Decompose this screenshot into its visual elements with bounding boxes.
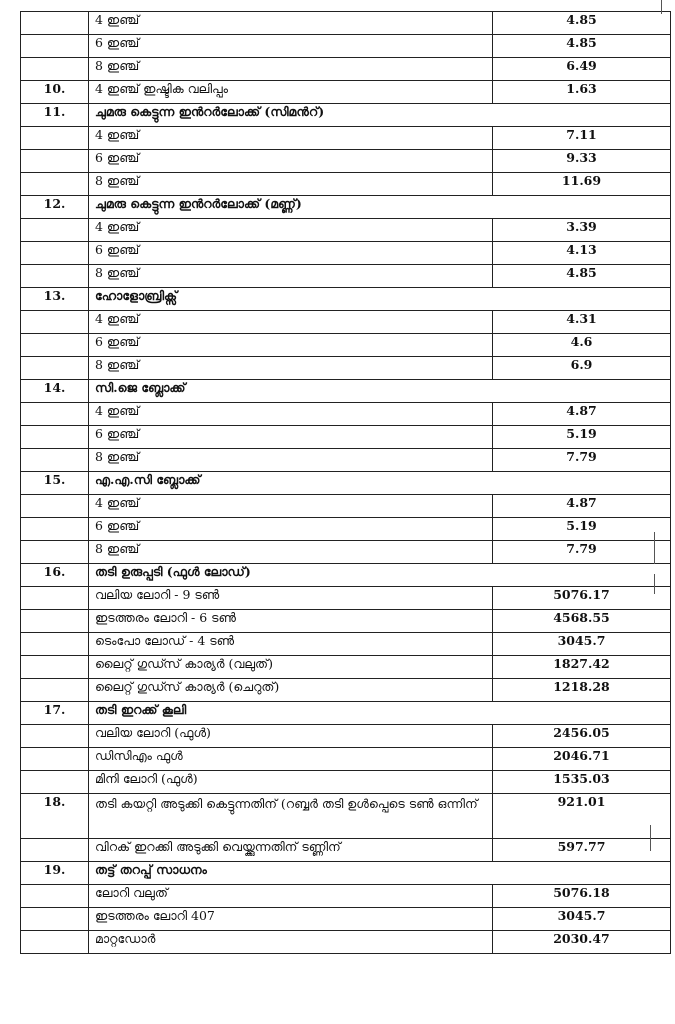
table-row	[21, 839, 671, 862]
item-rate: 4.85	[493, 265, 671, 288]
table-row	[21, 426, 671, 449]
item-number	[21, 633, 89, 656]
item-number	[21, 127, 89, 150]
item-rate: 4.85	[493, 12, 671, 35]
item-description: വലിയ ലോറി - 9 ടൺ	[89, 587, 493, 610]
table-row	[21, 403, 671, 426]
table-row	[21, 541, 671, 564]
item-rate: 6.49	[493, 58, 671, 81]
item-number	[21, 35, 89, 58]
item-number	[21, 403, 89, 426]
item-rate: 921.01	[493, 794, 671, 839]
item-description: തടി കയറ്റി അടുക്കി കെട്ടുന്നതിന് (റബ്ബർ തടി ഉൾപ്പെടെ ടൺ ഒന്നിന്	[89, 794, 493, 839]
table-row	[21, 127, 671, 150]
table-section-row	[21, 862, 671, 885]
table-row	[21, 587, 671, 610]
table-section-row	[21, 104, 671, 127]
item-description: 6 ഇഞ്ച്	[89, 518, 493, 541]
table-row	[21, 633, 671, 656]
table-row	[21, 242, 671, 265]
item-rate: 5.19	[493, 426, 671, 449]
item-description: ഹോളോബ്രിക്സ്	[89, 288, 671, 311]
table-row	[21, 679, 671, 702]
item-number	[21, 885, 89, 908]
item-number: 10.	[21, 81, 89, 104]
item-number	[21, 679, 89, 702]
item-description: 4 ഇഞ്ച്	[89, 127, 493, 150]
item-description: 6 ഇഞ്ച്	[89, 35, 493, 58]
item-number	[21, 839, 89, 862]
item-description: മിനി ലോറി (ഫുൾ)	[89, 771, 493, 794]
item-description: ഡിസിഎം ഫുൾ	[89, 748, 493, 771]
scan-mark	[654, 532, 655, 564]
item-number	[21, 908, 89, 931]
table-row	[21, 12, 671, 35]
item-rate: 1218.28	[493, 679, 671, 702]
item-description: 4 ഇഞ്ച്	[89, 403, 493, 426]
table-row	[21, 748, 671, 771]
item-rate: 2030.47	[493, 931, 671, 954]
rates-table-body	[21, 12, 671, 954]
item-description: 8 ഇഞ്ച്	[89, 173, 493, 196]
item-number	[21, 541, 89, 564]
item-description: ലോറി വലുത്	[89, 885, 493, 908]
item-number	[21, 748, 89, 771]
item-description: 8 ഇഞ്ച്	[89, 541, 493, 564]
table-row	[21, 81, 671, 104]
item-description: 6 ഇഞ്ച്	[89, 426, 493, 449]
item-number: 11.	[21, 104, 89, 127]
item-rate: 4.6	[493, 334, 671, 357]
item-description: 6 ഇഞ്ച്	[89, 334, 493, 357]
item-number	[21, 587, 89, 610]
item-description: ഇടത്തരം ലോറി 407	[89, 908, 493, 931]
table-row	[21, 725, 671, 748]
table-row	[21, 173, 671, 196]
rates-table	[20, 11, 671, 954]
item-description: ഇടത്തരം ലോറി - 6 ടൺ	[89, 610, 493, 633]
item-number	[21, 311, 89, 334]
item-rate: 5076.18	[493, 885, 671, 908]
table-row	[21, 334, 671, 357]
item-number: 15.	[21, 472, 89, 495]
item-number: 12.	[21, 196, 89, 219]
table-row	[21, 357, 671, 380]
item-number	[21, 242, 89, 265]
item-description: 4 ഇഞ്ച്	[89, 311, 493, 334]
table-row	[21, 150, 671, 173]
item-rate: 11.69	[493, 173, 671, 196]
item-description: 6 ഇഞ്ച്	[89, 242, 493, 265]
item-number: 17.	[21, 702, 89, 725]
item-description: വിറക് ഇറക്കി അടുക്കി വെയ്ക്കുന്നതിന് ടണ്ണിന്	[89, 839, 493, 862]
item-number: 19.	[21, 862, 89, 885]
table-row	[21, 35, 671, 58]
item-rate: 4.13	[493, 242, 671, 265]
item-number: 14.	[21, 380, 89, 403]
item-rate: 1.63	[493, 81, 671, 104]
item-description: വലിയ ലോറി (ഫുൾ)	[89, 725, 493, 748]
item-number	[21, 357, 89, 380]
item-rate: 3045.7	[493, 633, 671, 656]
item-number	[21, 173, 89, 196]
item-description: 8 ഇഞ്ച്	[89, 357, 493, 380]
item-number	[21, 12, 89, 35]
item-number	[21, 495, 89, 518]
item-description: തടി ഇറക്ക് കൂലി	[89, 702, 671, 725]
table-row	[21, 908, 671, 931]
item-number	[21, 656, 89, 679]
item-description: മാറ്റഡോർ	[89, 931, 493, 954]
item-rate: 4.87	[493, 495, 671, 518]
item-number: 16.	[21, 564, 89, 587]
item-rate: 1535.03	[493, 771, 671, 794]
table-row	[21, 885, 671, 908]
item-description: 4 ഇഞ്ച്	[89, 495, 493, 518]
item-description: 8 ഇഞ്ച്	[89, 58, 493, 81]
scan-mark	[654, 574, 655, 594]
item-rate: 4.85	[493, 35, 671, 58]
item-number: 13.	[21, 288, 89, 311]
item-number	[21, 931, 89, 954]
table-row	[21, 656, 671, 679]
item-rate: 5.19	[493, 518, 671, 541]
table-section-row	[21, 702, 671, 725]
item-rate: 7.79	[493, 449, 671, 472]
item-rate: 9.33	[493, 150, 671, 173]
item-rate: 2046.71	[493, 748, 671, 771]
item-rate: 1827.42	[493, 656, 671, 679]
item-number	[21, 610, 89, 633]
table-row	[21, 495, 671, 518]
item-rate: 6.9	[493, 357, 671, 380]
item-rate: 3.39	[493, 219, 671, 242]
item-rate: 7.11	[493, 127, 671, 150]
item-rate: 7.79	[493, 541, 671, 564]
item-rate: 5076.17	[493, 587, 671, 610]
item-rate: 4.87	[493, 403, 671, 426]
table-row	[21, 265, 671, 288]
item-description: തട്ട് തറപ്പ് സാധനം	[89, 862, 671, 885]
table-row	[21, 794, 671, 839]
table-row	[21, 311, 671, 334]
item-rate: 4.31	[493, 311, 671, 334]
item-description: 8 ഇഞ്ച്	[89, 449, 493, 472]
item-description: എ.എ.സി ബ്ലോക്ക്	[89, 472, 671, 495]
item-rate: 4568.55	[493, 610, 671, 633]
item-number	[21, 219, 89, 242]
item-description: 6 ഇഞ്ച്	[89, 150, 493, 173]
table-section-row	[21, 564, 671, 587]
table-row	[21, 771, 671, 794]
table-section-row	[21, 196, 671, 219]
table-row	[21, 518, 671, 541]
item-number	[21, 150, 89, 173]
table-row	[21, 610, 671, 633]
item-number	[21, 771, 89, 794]
table-section-row	[21, 472, 671, 495]
item-description: 4 ഇഞ്ച് ഇഷ്ടിക വലിപ്പം	[89, 81, 493, 104]
table-section-row	[21, 380, 671, 403]
table-row	[21, 219, 671, 242]
scan-mark	[661, 0, 662, 14]
item-description: ചുമരു കെട്ടുന്ന ഇൻറർലോക്ക് (മണ്ണ്)	[89, 196, 671, 219]
item-description: ലൈറ്റ് ഗുഡ്സ് കാര്യർ (ചെറുത്)	[89, 679, 493, 702]
item-description: 4 ഇഞ്ച്	[89, 12, 493, 35]
table-row	[21, 58, 671, 81]
item-number: 18.	[21, 794, 89, 839]
item-description: 8 ഇഞ്ച്	[89, 265, 493, 288]
scan-mark	[650, 825, 651, 851]
item-description: സി.ജെ ബ്ലോക്ക്	[89, 380, 671, 403]
table-section-row	[21, 288, 671, 311]
item-number	[21, 449, 89, 472]
item-rate: 597.77	[493, 839, 671, 862]
item-description: ചുമരു കെട്ടുന്ന ഇൻറർലോക്ക് (സിമൻറ്)	[89, 104, 671, 127]
item-number	[21, 334, 89, 357]
item-number	[21, 426, 89, 449]
item-number	[21, 265, 89, 288]
table-row	[21, 449, 671, 472]
item-description: 4 ഇഞ്ച്	[89, 219, 493, 242]
table-row	[21, 931, 671, 954]
item-description: തടി ഉരുപ്പടി (ഫുൾ ലോഡ്)	[89, 564, 671, 587]
item-description: ലൈറ്റ് ഗുഡ്സ് കാര്യർ (വലുത്)	[89, 656, 493, 679]
item-number	[21, 58, 89, 81]
item-rate: 3045.7	[493, 908, 671, 931]
item-description: ടെംപോ ലോഡ് - 4 ടൺ	[89, 633, 493, 656]
item-rate: 2456.05	[493, 725, 671, 748]
item-number	[21, 725, 89, 748]
item-number	[21, 518, 89, 541]
